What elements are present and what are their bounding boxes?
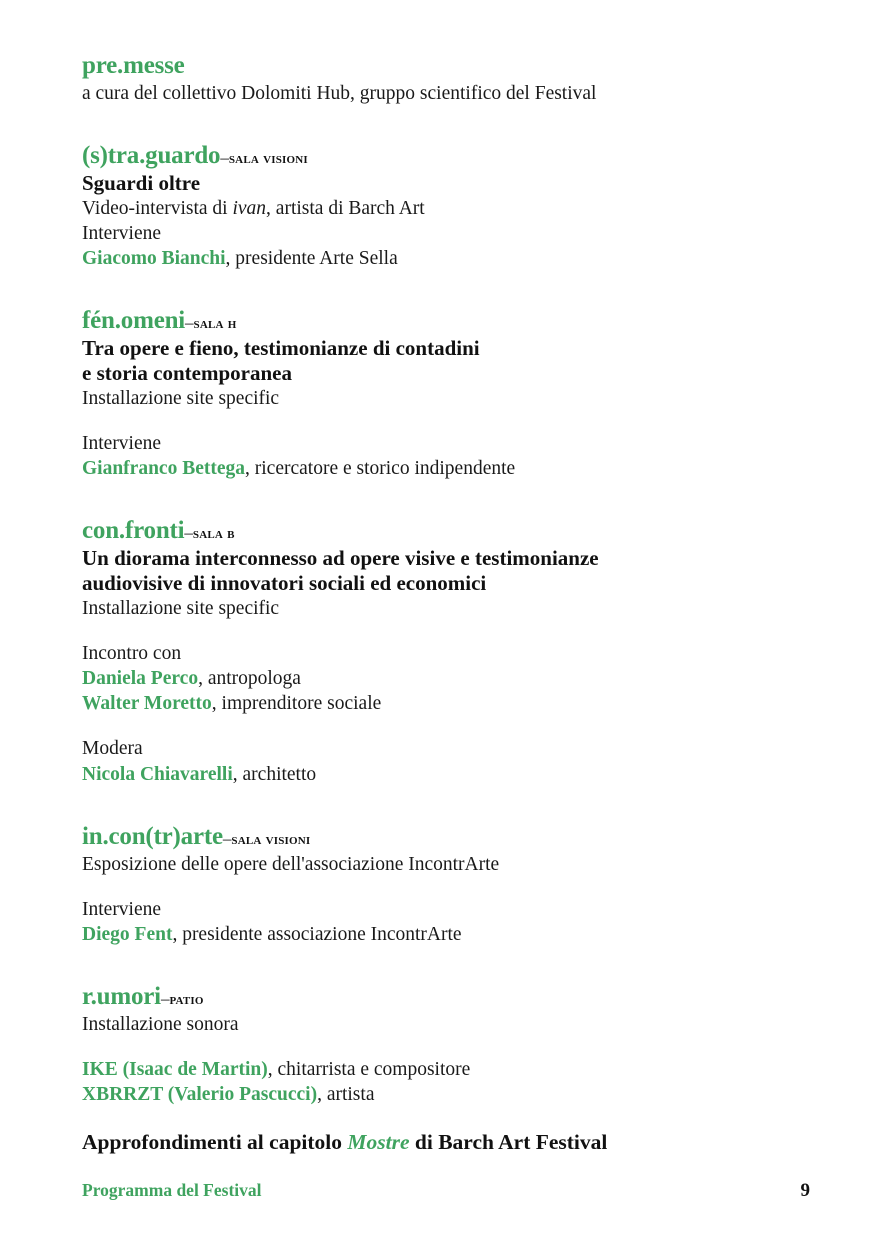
section-subtitle-line-2: e storia contemporanea — [82, 361, 292, 386]
spacer — [82, 1037, 810, 1057]
spacer — [82, 481, 810, 517]
speaker-role: , presidente Arte Sella — [225, 248, 398, 270]
performer-entry — [82, 1057, 810, 1082]
section-in-contr-arte — [82, 823, 810, 947]
heading-dash: – — [220, 148, 229, 168]
section-stra-guardo — [82, 142, 810, 271]
speaker-entry — [82, 922, 810, 947]
section-r-umori — [82, 983, 810, 1107]
speaker-name: Diego Fent — [82, 923, 173, 945]
speaker-entry — [82, 456, 810, 481]
heading-dash: – — [184, 523, 193, 543]
description-prefix: Video-intervista di — [82, 197, 233, 219]
section-description: a cura del collettivo Dolomiti Hub, gruppo scientifico del Festival — [82, 83, 597, 104]
section-subtitle: Sguardi oltre — [82, 171, 201, 196]
section-note: Installazione sonora — [82, 1014, 239, 1036]
closing-note — [82, 1130, 810, 1155]
performer-role: , artista — [317, 1084, 375, 1106]
performer-name: IKE (Isaac de Martin) — [82, 1059, 268, 1081]
section-title: fén.omeni — [82, 307, 186, 335]
page-footer — [82, 1180, 810, 1202]
speaker-name: Walter Moretto — [82, 693, 212, 715]
section-venue: sala b — [192, 525, 235, 543]
section-heading — [82, 142, 810, 170]
section-heading — [82, 823, 810, 851]
section-note: Installazione site specific — [82, 597, 280, 619]
section-fen-omeni — [82, 307, 810, 481]
performer-entry — [82, 1082, 810, 1107]
section-description — [82, 196, 810, 221]
speaker-name: Daniela Perco — [82, 668, 199, 690]
speaker-intro: Interviene — [82, 433, 162, 454]
section-con-fronti — [82, 517, 810, 786]
speaker-name: Giacomo Bianchi — [82, 248, 226, 270]
closing-suffix: di Barch Art Festival — [409, 1129, 608, 1154]
speaker-entry — [82, 691, 810, 716]
speaker-entry — [82, 246, 810, 271]
spacer — [82, 716, 810, 736]
section-title: pre.messe — [82, 52, 185, 79]
spacer — [82, 106, 810, 142]
section-title: con.fronti — [82, 517, 185, 545]
performer-name: XBRRZT (Valerio Pascucci) — [82, 1084, 318, 1106]
section-heading — [82, 52, 810, 80]
spacer — [82, 787, 810, 823]
closing-highlight: Mostre — [347, 1129, 410, 1154]
speaker-role: , ricercatore e storico indipendente — [245, 458, 516, 480]
description-suffix: , artista di Barch Art — [266, 197, 425, 219]
section-title: r.umori — [82, 983, 161, 1011]
speaker-intro: Interviene — [82, 898, 162, 920]
spacer — [82, 877, 810, 897]
spacer — [82, 621, 810, 641]
meeting-intro: Incontro con — [82, 642, 182, 664]
heading-dash: – — [222, 828, 232, 848]
speaker-role: , presidente associazione IncontrArte — [172, 923, 462, 945]
section-note: Esposizione delle opere dell'associazione IncontrArte — [82, 853, 500, 875]
spacer — [82, 271, 810, 307]
performer-role: , chitarrista e compositore — [267, 1059, 471, 1081]
heading-dash: – — [185, 313, 194, 333]
speaker-name: Gianfranco Bettega — [82, 458, 246, 480]
footer-label: Programma del Festival — [82, 1180, 262, 1200]
heading-dash: – — [160, 989, 170, 1009]
moderator-intro: Modera — [82, 738, 143, 760]
section-venue: sala visioni — [231, 830, 311, 848]
moderator-entry — [82, 762, 810, 787]
section-venue: patio — [169, 991, 204, 1009]
speaker-role: , imprenditore sociale — [211, 693, 382, 715]
moderator-role: , architetto — [232, 763, 317, 785]
section-heading — [82, 983, 810, 1011]
section-venue: sala visioni — [228, 150, 308, 168]
moderator-name: Nicola Chiavarelli — [82, 763, 233, 785]
section-subtitle-line-1: Un diorama interconnesso ad opere visive e testimonianze — [82, 546, 599, 571]
speaker-intro: Interviene — [82, 223, 162, 245]
section-note: Installazione site specific — [82, 387, 280, 409]
section-title: in.con(tr)arte — [82, 822, 223, 850]
section-venue: sala h — [193, 315, 237, 333]
section-subtitle-line-1: Tra opere e fieno, testimonianze di contadini — [82, 336, 480, 361]
page-number: 9 — [800, 1180, 810, 1201]
speaker-role: , antropologa — [198, 668, 301, 690]
artist-name-italic: ivan — [232, 197, 267, 219]
spacer — [82, 947, 810, 983]
spacer — [82, 411, 810, 431]
section-heading — [82, 517, 810, 545]
section-title: (s)tra.guardo — [82, 142, 221, 170]
section-heading — [82, 307, 810, 335]
section-pre-messe — [82, 52, 810, 106]
closing-prefix: Approfondimenti al capitolo — [82, 1129, 348, 1154]
speaker-entry — [82, 666, 810, 691]
page-content — [82, 52, 810, 1155]
section-subtitle-line-2: audiovisive di innovatori sociali ed economici — [82, 571, 487, 596]
